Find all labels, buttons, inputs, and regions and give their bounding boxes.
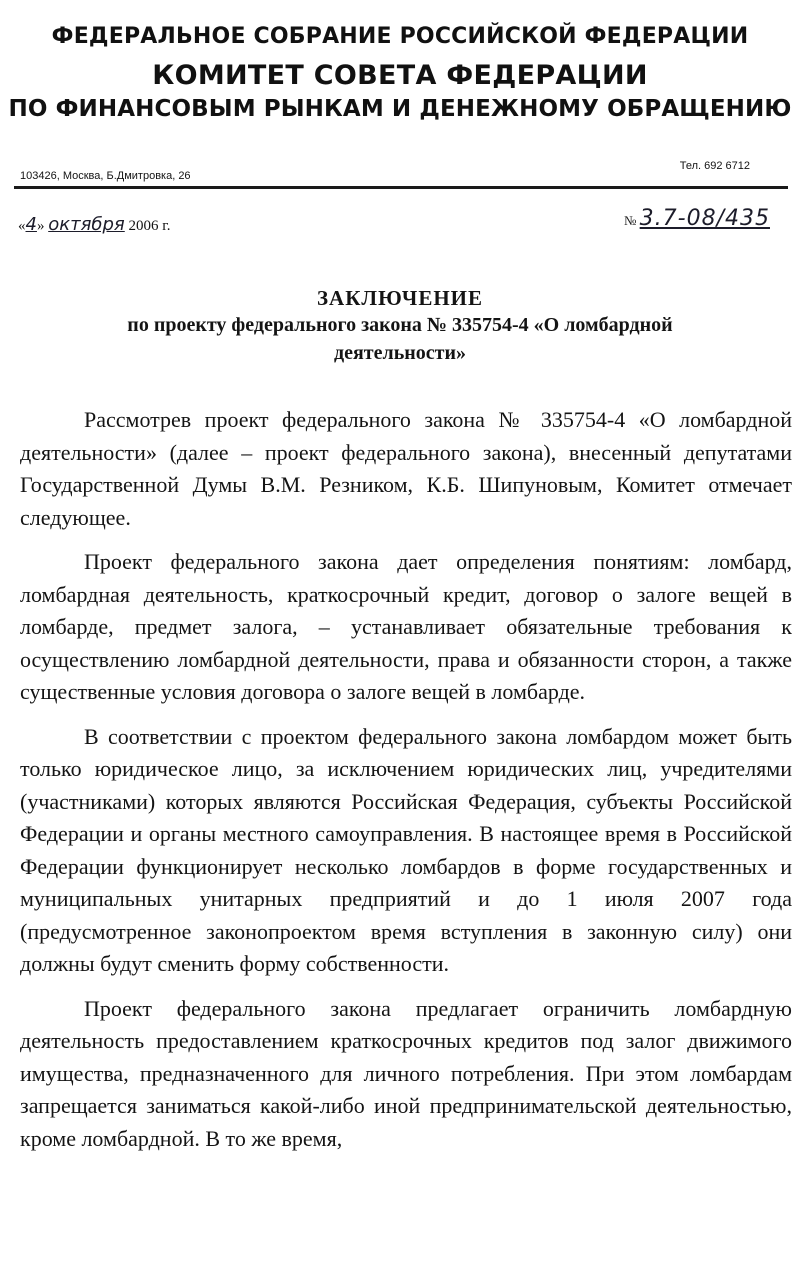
- paragraph: В соответствии с проектом федерального закона ломбардом может быть только юридическое лицо, за исключением юридических лиц, учредителями (участниками) которых являются Российская Федерация, субъекты Российской Федерации и органы местного самоуправления. В настоящее время в Российской Федерации функционирует несколько ломбардов в форме государственных и муниципальных унитарных предприятий и до 1 июля 2007 года (предусмотренное законопроектом время вступления в законную силу) они должны будут сменить форму собственности.: [20, 723, 792, 976]
- paragraph: Проект федерального закона дает определения понятиям: ломбард, ломбардная деятельность, краткосрочный кредит, договор о залоге вещей в ломбарде, предмет залога, – устанавливает обязательные требования к осуществлению ломбардной деятельности, права и обязанности сторон, а также существенные условия договора о залоге вещей в ломбарде.: [20, 549, 792, 704]
- letterhead-assembly: ФЕДЕРАЛЬНОЕ СОБРАНИЕ РОССИЙСКОЙ ФЕДЕРАЦИИ: [51, 24, 749, 49]
- letterhead-divider: [14, 186, 788, 189]
- document-date: [18, 214, 170, 235]
- letterhead-committee: КОМИТЕТ СОВЕТА ФЕДЕРАЦИИ: [152, 60, 648, 91]
- reference-number: [624, 206, 770, 231]
- paragraph: Проект федерального закона предлагает ограничить ломбардную деятельность предоставлением краткосрочных кредитов под залог движимого имущества, предназначенного для личного потребления. При этом ломбардам запрещается заниматься какой-либо иной предпринимательской деятельностью, кроме ломбардной. В то же время,: [20, 995, 792, 1151]
- document-heading: ЗАКЛЮЧЕНИЕ: [316, 286, 484, 310]
- date-month: октября: [48, 214, 125, 235]
- date-day: 4: [25, 214, 37, 235]
- ref-value: 3.7-08/435: [639, 206, 770, 231]
- document-subject-line-2: деятельности»: [333, 342, 467, 364]
- document-body: [20, 404, 792, 1167]
- paragraph: Рассмотрев проект федерального закона № 335754-4 «О ломбардной деятельности» (далее – проект федерального закона), внесенный депутатами Государственной Думы В.М. Резником, К.Б. Шипуновым, Комитет отмечает следующее.: [20, 407, 792, 530]
- ref-prefix: №: [624, 213, 637, 228]
- letterhead-committee-scope: ПО ФИНАНСОВЫМ РЫНКАМ И ДЕНЕЖНОМУ ОБРАЩЕНИЮ: [8, 96, 792, 122]
- date-quote-open: «: [18, 218, 26, 234]
- letterhead-phone: Тел. 692 6712: [679, 160, 750, 172]
- date-year: 2006 г.: [128, 218, 171, 234]
- document-subject-line-1: по проекту федерального закона № 335754-4 «О ломбардной: [127, 314, 673, 336]
- letterhead-address: 103426, Москва, Б.Дмитровка, 26: [20, 170, 191, 182]
- date-quote-close: »: [36, 218, 45, 234]
